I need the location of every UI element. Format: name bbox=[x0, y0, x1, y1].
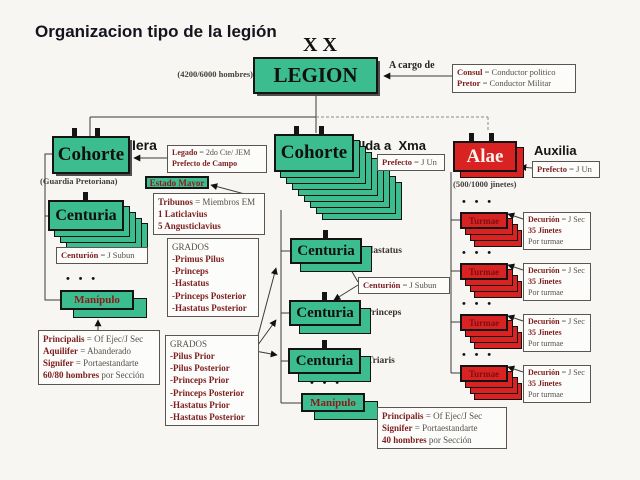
turmae-box-3: Turmae bbox=[460, 314, 508, 331]
decurion-line3: Por turmae bbox=[528, 287, 564, 297]
principalis-1-line1: Principalis = Of Ejec/J Sec bbox=[43, 334, 144, 344]
ellipsis: • • • bbox=[462, 349, 495, 361]
auxilia-label: Auxilia bbox=[534, 143, 577, 158]
principalis-2-box bbox=[377, 407, 507, 449]
cohorte-1-ordinal: Iera bbox=[132, 137, 157, 153]
decurion-line3: Por turmae bbox=[528, 236, 564, 246]
cohorte-2-ordinal: IIda a Xma bbox=[358, 138, 426, 153]
decurion-line1: Decurión = J Sec bbox=[528, 317, 585, 326]
ellipsis: • • • bbox=[462, 247, 495, 259]
ellipsis: • • • bbox=[310, 377, 343, 389]
decurion-box-1 bbox=[523, 212, 591, 250]
legion-insignia: X X bbox=[303, 34, 337, 56]
principalis-1-line2: Aquilifer = Abanderado bbox=[43, 346, 132, 357]
centurion-1-box: Centurión = J Subun bbox=[56, 247, 148, 264]
grados-2-item: -Hastatus Prior bbox=[170, 399, 230, 410]
manipulo-1-box: Manípulo bbox=[60, 290, 134, 310]
principalis-1-line3: Signifer = Portaestandarte bbox=[43, 358, 139, 369]
decurion-line2: 35 Jinetes bbox=[528, 378, 562, 388]
tribunos-box bbox=[153, 193, 265, 235]
turmae-box-4: Turmae bbox=[460, 365, 508, 382]
grados-1-item: -Hastatus Posterior bbox=[172, 302, 247, 313]
grados-2-item: -Hastatus Posterior bbox=[170, 411, 245, 422]
alae-size-note: (500/1000 jinetes) bbox=[453, 179, 517, 189]
decurion-line1: Decurión = J Sec bbox=[528, 368, 585, 377]
grados-2-item: -Princeps Prior bbox=[170, 375, 230, 386]
decurion-box-3 bbox=[523, 314, 591, 352]
principalis-2-line1: Principalis = Of Ejec/J Sec bbox=[382, 411, 483, 421]
grados-1-title: GRADOS bbox=[172, 242, 210, 252]
ellipsis: • • • bbox=[66, 273, 99, 285]
centuria-hastatus-box: Centuria bbox=[290, 238, 362, 264]
decurion-line3: Por turmae bbox=[528, 389, 564, 399]
decurion-line2: 35 Jinetes bbox=[528, 276, 562, 286]
tribunos-line2: 1 Laticlavius bbox=[158, 209, 208, 220]
grados-1-box bbox=[167, 238, 259, 317]
decurion-box-4 bbox=[523, 365, 591, 403]
turmae-box-1: Turmae bbox=[460, 212, 508, 229]
principalis-2-line3: 40 hombres por Sección bbox=[382, 435, 472, 446]
legado-line1: Legado = 2do Cte/ JEM bbox=[172, 148, 251, 157]
legado-box bbox=[167, 145, 267, 173]
legion-box: LEGION bbox=[253, 57, 378, 94]
centuria-tag-triaris: Triaris bbox=[367, 356, 395, 366]
grados-2-item: -Pilus Posterior bbox=[170, 363, 230, 374]
principalis-1-box bbox=[38, 330, 160, 385]
turmae-box-2: Turmae bbox=[460, 263, 508, 280]
ellipsis: • • • bbox=[462, 196, 495, 208]
legado-line2: Prefecto de Campo bbox=[172, 158, 238, 168]
grados-1-item: -Hastatus bbox=[172, 278, 210, 289]
grados-2-item: -Princeps Posterior bbox=[170, 387, 245, 398]
centuria-princeps-box: Centuria bbox=[289, 300, 361, 326]
grados-2-title: GRADOS bbox=[170, 339, 208, 349]
tribunos-line3: 5 Angusticlavius bbox=[158, 221, 221, 232]
centuria-triaris-box: Centuria bbox=[288, 348, 361, 374]
command-box bbox=[452, 64, 576, 93]
decurion-line3: Por turmae bbox=[528, 338, 564, 348]
command-line-pretor: Pretor = Conductor Militar bbox=[457, 78, 552, 89]
decurion-line1: Decurión = J Sec bbox=[528, 266, 585, 275]
page-title: Organizacion tipo de la legión bbox=[35, 22, 277, 41]
decurion-box-2 bbox=[523, 263, 591, 301]
prefecto-alae-box: Prefecto = J Un bbox=[532, 161, 600, 178]
grados-1-item: -Princeps bbox=[172, 266, 209, 277]
decurion-line2: 35 Jinetes bbox=[528, 225, 562, 235]
principalis-1-line4: 60/80 hombres por Sección bbox=[43, 370, 145, 381]
prefecto-2-box: Prefecto = J Un bbox=[377, 154, 445, 171]
decurion-line1: Decurión = J Sec bbox=[528, 215, 585, 224]
charge-label: A cargo de bbox=[389, 60, 435, 71]
centurion-2-box: Centurión = J Subun bbox=[358, 277, 450, 294]
principalis-2-line2: Signifer = Portaestandarte bbox=[382, 423, 478, 434]
manipulo-2-box: Manípulo bbox=[301, 393, 365, 412]
grados-1-item: -Primus Pilus bbox=[172, 254, 225, 265]
grados-2-box bbox=[165, 335, 259, 426]
command-line-consul: Consul = Conductor politico bbox=[457, 67, 556, 77]
ellipsis: • • • bbox=[462, 298, 495, 310]
centuria-tag-princeps: Princeps bbox=[366, 308, 402, 318]
decurion-line2: 35 Jinetes bbox=[528, 327, 562, 337]
legion-size-note: (4200/6000 hombres) bbox=[177, 69, 253, 79]
grados-1-item: -Princeps Posterior bbox=[172, 290, 247, 301]
grados-2-item: -Pilus Prior bbox=[170, 351, 215, 362]
centuria-tag-hastatus: Hastatus bbox=[366, 246, 402, 256]
cohorte-2-stack: Cohorte bbox=[274, 134, 354, 172]
alae-box: Alae bbox=[453, 141, 517, 172]
cohorte-1-box: Cohorte bbox=[52, 136, 130, 174]
centuria-1-stack: Centuria bbox=[48, 200, 124, 231]
tribunos-line1: Tribunos = Miembros EM bbox=[158, 197, 256, 207]
estado-mayor-box: Estado Mayor bbox=[145, 176, 209, 189]
guardia-pretoriana-note: (Guardia Pretoriana) bbox=[40, 176, 118, 186]
